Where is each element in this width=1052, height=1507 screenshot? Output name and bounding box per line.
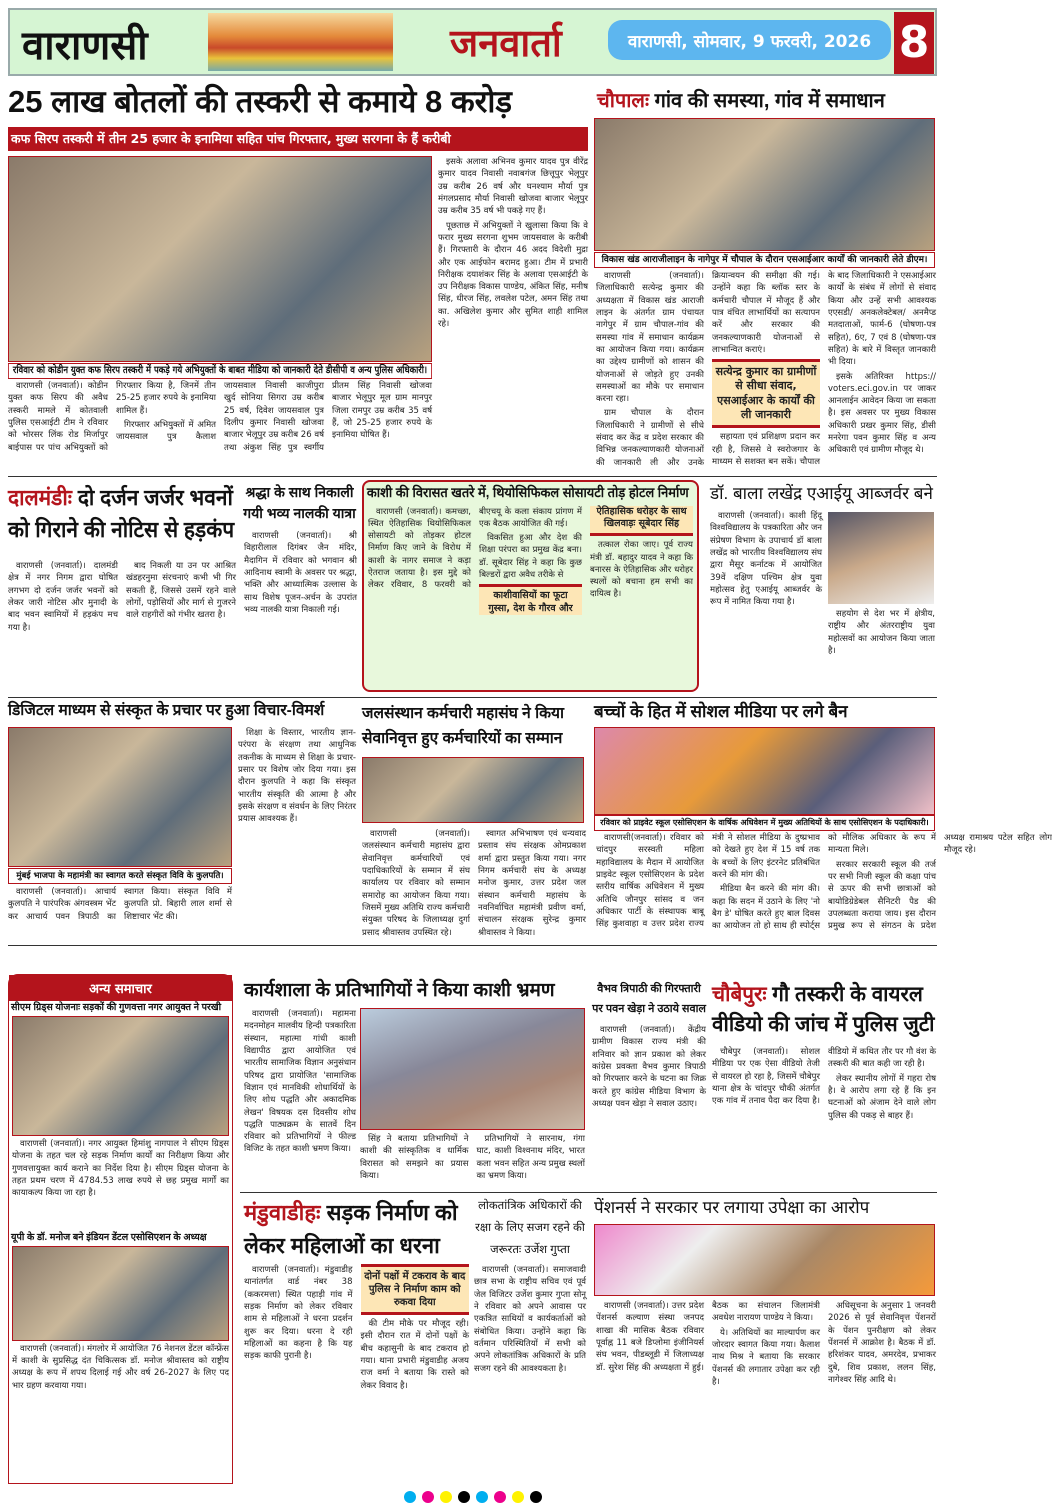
- anya-item2-body: वाराणसी (जनवार्ता)। मंगलोर में आयोजित 76 नेशनल डेंटल कॉन्फ्रेंस में काशी के सुप्रसिद्ध दंत चिकित्सक डॉ. मनोज श्रीवास्तव को राष्ट्रीय अध्यक्ष के रूप में शपथ दिलाई गई और वर्ष 26-2027 के लिए पद भार ग्रहण करवाया गया।: [12, 1343, 229, 1391]
- chaubepur-body: चौबेपुर (जनवार्ता)। सोशल मीडिया पर एक ऐसा वीडियो तेजी से वायरल हो रहा है, जिसमें चौबेपुर थाना क्षेत्र के चांदपुर चौकी अंतर्गत एक गांव में तनाव पैदा कर दिया है। वीडियो में कथित तौर पर गौ वंश के तस्करी की बात कही जा रही है। लेकर स्थानीय लोगों में गहरा रोष है। वे आरोप लगा रहे हैं कि इन घटनाओं को अंजाम देने वाले लोग पुलिस की पकड़ से बाहर हैं।: [712, 1047, 936, 1121]
- ghat-image: [208, 13, 393, 71]
- bala-body-2: सहयोग से देश भर में क्षेत्रीय, राष्ट्रीय और अंतरराष्ट्रीय युवा महोत्सवों का आयोजन किया जाता है।: [828, 609, 935, 656]
- lead-photo: [8, 156, 432, 362]
- print-registration-marks: [0, 1488, 945, 1507]
- chaupal-caption: विकास खंड आराजीलाइन के नागेपुर में चौपाल के दौरान एसआईआर कार्यों की जानकारी लेते डीएम।: [594, 252, 935, 268]
- digital-caption: मुंबई भाजपा के महामंत्री का स्वागत करते संस्कृत विवि के कुलपति।: [8, 868, 232, 884]
- chaubepur-headline: चौबेपुरः गौ तस्करी के वायरल वीडियो की जांच में पुलिस जुटी: [712, 983, 935, 1037]
- chaupal-photo: [594, 118, 935, 251]
- digital-headline: डिजिटल माध्यम से संस्कृत के प्रचार पर हुआ विचार-विमर्श: [8, 702, 325, 719]
- karyashala-body-2: सिंह ने बताया प्रतिभागियों ने काशी की सांस्कृतिक व धार्मिक विरासत को समझने का प्रयास किया। प्रतिभागियों ने सारनाथ, गंगा घाट, काशी विश्वनाथ मंदिर, भारत कला भवन सहित अन्य प्रमुख स्थलों का भ्रमण किया।: [360, 1134, 585, 1181]
- karyashala-photo: [360, 1008, 585, 1130]
- bala-headline: डॉ. बाला लखेंद्र एआईयू आब्जर्वर बने: [710, 484, 933, 503]
- chaupal-pull-quote: सत्येन्द्र कुमार का ग्रामीणों से सीधा संवाद, एसआईआर के कार्यों की ली जानकारी: [712, 359, 820, 428]
- dalmandi-body: वाराणसी (जनवार्ता)। दालमंडी क्षेत्र में नगर निगम द्वारा घोषित लगभग दो दर्जन जर्जर भवनों को लेकर जारी नोटिस और मुनादी के बाद भवन स्वामियों में हड़कंप मच गया है। बाद निकली या उन पर आश्रित खंडहरनुमा संरचनाएं कभी भी गिर सकती हैं, जिससे उसमें रहने वाले लोगों, पड़ोसियों और मार्ग से गुजरने वाले राहगीरों को गंभीर खतरा है।: [8, 561, 236, 633]
- karyashala-body-1: वाराणसी (जनवार्ता)। महामना मदनमोहन मालवीय हिन्दी पत्रकारिता संस्थान, महात्मा गांधी काशी विद्यापीठ द्वारा आयोजित एवं भारतीय सामाजिक विज्ञान अनुसंधान परिषद द्वारा प्रायोजित 'सामाजिक विज्ञान एवं मानविकी शोधार्थियों के लिए शोध पद्धति और अकादमिक लेखन' विषयक दस दिवसीय शोध पद्धति पाठ्यक्रम के सातवें दिन रविवार को प्रतिभागियों ने फील्ड विजिट के तहत काशी भ्रमण किया।: [244, 1009, 356, 1155]
- manduadih-pull-quote: दोनों पक्षों में टकराव के बाद पुलिस ने निर्माण काम को रुकवा दिया: [361, 1264, 470, 1315]
- page-number: 8: [894, 12, 934, 74]
- lead-body-side: इसके अलावा अभिनव कुमार यादव पुत्र वीरेंद्र कुमार यादव निवासी नवाबगंज छित्तूपुर भेलूपुर उम्र करीब 26 वर्ष और घनश्याम मौर्या पुत्र मंगलप्रसाद मौर्या निवासी खोजवा बाजार भेलूपुर उम्र करीब 35 वर्ष भी पकड़े गए हैं। पूछताछ में अभियुक्तों ने खुलासा किया कि वे फरार मुख्य सरगना शुभम जायसवाल के करीबी हैं। गिरफ्तारी के दौरान 46 अदद विदेशी मुद्रा और एक आईफोन बरामद हुआ। टीम में प्रभारी निरीक्षक दयाशंकर सिंह के अलावा एसआईटी के उप निरीक्षक विकास पाण्डेय, अंकित सिंह, मनीष सिंह, धीरज सिंह, लवलेश पटेल, अमन सिंह तथा का. अखिलेश कुमार और सुमित शाही शामिल रहे।: [438, 157, 588, 330]
- theosophical-headline: काशी की विरासत खतरे में, थियोसिफिकल सोसायटी तोड़ होटल निर्माण: [366, 485, 689, 500]
- social-body: वाराणसी(जनवार्ता)। रविवार को चांदपुर सरस्वती महिला महाविद्यालय के मैदान में आयोजित प्राइवेट स्कूल एसोसिएशन के प्रदेश स्तरीय वार्षिक अधिवेशन में मुख्य अतिथि जौनपुर सांसद व जन अधिकार पार्टी के संस्थापक बाबू सिंह कुशवाहा व उत्तर प्रदेश राज्य मंत्री ने सोशल मीडिया के दुष्प्रभाव को देखते हुए देश में 15 वर्ष तक के बच्चों के लिए इंटरनेट प्रतिबंधित करने की मांग की। मीडिया बैन करने की मांग की। कहा कि सदन में उठाने के लिए 'नो बैग डे' घोषित करते हुए बाल दिवस का आयोजन तो हो साथ ही स्पोर्ट्स को मौलिक अधिकार के रूप में मान्यता मिले। सरकार सरकारी स्कूल की तर्ज पर सभी निजी स्कूल की कक्षा पांच से ऊपर की सभी छात्राओं को बायोडिग्रेडेबल सैनिटरी पैड की उपलब्धता कराया जाय। इस दौरान प्रमुख रूप से संगठन के प्रदेश अध्यक्ष रामाश्रय पटेल सहित लोग मौजूद रहे।: [596, 833, 1052, 932]
- social-photo: [594, 727, 935, 815]
- jal-body: वाराणसी (जनवार्ता)। जलसंस्थान कर्मचारी महासंघ द्वारा सेवानिवृत्त कर्मचारियों एवं पदाधिकारियों के सम्मान में संघ कार्यालय पर रविवार को सम्मान समारोह का आयोजन किया गया। जिसमें मुख्य अतिथि राज्य कर्मचारी संयुक्त परिषद के जिलाध्यक्ष दुर्गा प्रसाद श्रीवास्तव उपस्थित रहे। स्वागत अभिभाषण एवं धन्यवाद प्रस्ताव संघ संरक्षक ओमप्रकाश शर्मा द्वारा प्रस्तुत किया गया। नगर निगम कर्मचारी संघ के अध्यक्ष मनोज कुमार, उत्तर प्रदेश जल संस्थान कर्मचारी महासंघ के नवनिर्वाचित महामंत्री प्रवीण वर्मा, संचालन संरक्षक सुरेन्द्र कुमार श्रीवास्तव ने किया।: [362, 829, 586, 938]
- theosophical-body: वाराणसी (जनवार्ता)। कमच्छा, स्थित ऐतिहासिक थियोसिफिकल सोसायटी को तोड़कर होटल निर्माण किए जाने के विरोध में काशी के नागर समाज ने कड़ा ऐतराज जताया है। इस मुद्दे को लेकर रविवार, 8 फरवरी को बीएचयू के कला संकाय प्रांगण में एक बैठक आयोजित की गई। विकसित हुआ और देश की शिक्षा परंपरा का प्रमुख केंद्र बना। डॉ. सूबेदार सिंह ने कहा कि कुछ बिल्डरों द्वारा अवैध तरीके से काशीवासियों का फूटा गुस्सा, देश के गौरव और ऐतिहासिक धरोहर के साथ खिलवाड़ः सूबेदार सिंह तत्काल रोका जाए। पूर्व राज्य मंत्री डॉ. बहादुर यादव ने कहा कि बनारस के ऐतिहासिक और धरोहर स्थलों को बचाना हम सभी का दायित्व है।: [368, 505, 693, 614]
- anya-item1-body: वाराणसी (जनवार्ता)। नगर आयुक्त हिमांशु नागपाल ने सीएम ग्रिड्स योजना के तहत चल रहे सड़क निर्माण कार्यों का निरीक्षण किया और गुणवत्तायुक्त कार्य कराने का निर्देश दिया है। सीएम ग्रिड्स योजना के तहत प्रथम चरण में 4784.53 लाख रुपये से छह प्रमुख मार्गों का कायाकल्प किया जा रहा है।: [12, 1138, 229, 1199]
- jal-photo: [362, 757, 584, 823]
- anya-item2-headline: यूपी के डॉ. मनोज बने इंडियन डेंटल एसोसिएशन के अध्यक्ष: [11, 1231, 207, 1243]
- theosophical-pull-quote: काशीवासियों का फूटा गुस्सा, देश के गौरव और ऐतिहासिक धरोहर के साथ खिलवाड़ः सूबेदार सिंह: [479, 506, 693, 616]
- anya-item1-headline: सीएम ग्रिड्स योजनाः सड़कों की गुणवत्ता नगर आयुक्त ने परखी: [11, 1002, 222, 1013]
- theosophical-box: [362, 480, 699, 692]
- lead-caption: रविवार को कोडीन युक्त कफ सिरप तस्करी में पकड़े गये अभियुक्तों के बाबत मीडिया को जानकारी देते डीसीपी व अन्य पुलिस अधिकारी।: [8, 363, 432, 379]
- vaibhav-body: वाराणसी (जनवार्ता)। केंद्रीय ग्रामीण विकास राज्य मंत्री की शनिवार को ज्ञान प्रकाश को लेकर कांग्रेस प्रवक्ता वैभव कुमार त्रिपाठी को गिरफ्तार करने के घटना का जिक्र करते हुए कांग्रेस मीडिया विभाग के अध्यक्ष पवन खेड़ा ने सवाल उठाए।: [592, 1025, 706, 1109]
- anya-item1-photo: [12, 1016, 229, 1136]
- chaupal-body: वाराणसी (जनवार्ता)। जिलाधिकारी सत्येन्द्र कुमार की अध्यक्षता में विकास खंड आराजी लाइन के अंतर्गत ग्राम पंचायत नागेपुर में ग्राम चौपाल-गांव की समस्या गांव में समाधान कार्यक्रम का आयोजन किया गया। कार्यक्रम का उद्देश्य ग्रामीणों को शासन की योजनाओं से जोड़ते हुए उनकी समस्याओं का मौके पर समाधान करना रहा। ग्राम चौपाल के दौरान जिलाधिकारी ने ग्रामीणों से सीधे संवाद कर केंद्र व प्रदेश सरकार की विभिन्न जनकल्याणकारी योजनाओं की जानकारी ली और उनके क्रियान्वयन की समीक्षा की गई। उन्होंने कहा कि ब्लॉक स्तर के कर्मचारी चौपाल में मौजूद हैं और पात्र वंचित लाभार्थियों का सत्यापन करें और सरकार की जनकल्याणकारी योजनाओं से लाभान्वित कराएं। सत्येन्द्र कुमार का ग्रामीणों से सीधा संवाद, एसआईआर के कार्यों की ली जानकारी सहायता एवं प्रशिक्षण प्रदान कर रही है, जिससे वे स्वरोजगार के माध्यम से सशक्त बन सकें। चौपाल के बाद जिलाधिकारी ने एसआईआर कार्यों के संबंध में लोगों से संवाद किया और उन्हें सभी आवश्यक एएसडी/ अनकलेक्टेबल/ अनमैप्ड मतदाताओं, फार्म-6 (घोषणा-पत्र सहित), 6ए, 7 एवं 8 (घोषणा-पत्र सहित) के बारे में विस्तृत जानकारी भी दिया। इसके अतिरिक्त https:// voters.eci.gov.in पर जाकर आनलाईन आवेदन किया जा सकता है। इस अवसर पर मुख्य विकास अधिकारी प्रखर कुमार सिंह, डीसी मनरेगा पवन कुमार सिंह व अन्य अधिकारी एवं ग्रामीण मौजूद थे।: [596, 271, 936, 468]
- social-caption: रविवार को प्राइवेट स्कूल एसोसिएशन के वार्षिक अधिवेशन में मुख्य अतिथियों के साथ एसोसिएशन के पदाधिकारी।: [594, 815, 935, 831]
- chaupal-headline: चौपालः गांव की समस्या, गांव में समाधान: [597, 90, 885, 112]
- manduadih-body: वाराणसी (जनवार्ता)। मंडुवाडीह थानांतर्गत वार्ड नंबर 38 (ककरमत्ता) स्थित पहाड़ी गांव में सड़क निर्माण को लेकर रविवार शाम से महिलाओं ने धरना प्रदर्शन शुरू कर दिया। धरना दे रही महिलाओं का कहना है कि यह सड़क काफी पुरानी है। दोनों पक्षों में टकराव के बाद पुलिस ने निर्माण काम को रुकवा दिया की टीम मौके पर मौजूद रही। इसी दौरान रात में दोनों पक्षों के बीच कहासुनी के बाद टकराव हो गया। थाना प्रभारी मंडुवाडीह अजय राज वर्मा ने बताया कि रास्ते को लेकर विवाद है।: [244, 1265, 469, 1391]
- digital-body-2: वाराणसी (जनवार्ता)। आचार्य कुलपति ने पारंपरिक अंगवस्त्रम भेंट कर आचार्य पवन त्रिपाठी का स्वागत किया। संस्कृत विवि में कुलपति प्रो. बिहारी लाल शर्मा से शिष्टाचार भेंट की।: [8, 887, 232, 922]
- bala-portrait: [828, 512, 934, 604]
- anya-item2-photo: [12, 1246, 229, 1341]
- newspaper-logo: जनवार्ता: [450, 21, 562, 65]
- lead-body-main: वाराणसी (जनवार्ता)। कोडीन युक्त कफ सिरप की अवैध तस्करी मामले में कोतवाली पुलिस एसआईटी टीम ने रविवार को भोरसर लिंक रोड मिर्जापुर बाईपास पर पांच अभियुक्तों को गिरफ्तार किया है, जिनमें तीन 25-25 हजार रुपये के इनामिया शामिल हैं। गिरफ्तार अभियुक्तों में अमित जायसवाल पुत्र कैलाश जायसवाल निवासी काजीपुरा खुर्द सोनिया सिगरा उम्र करीब 25 वर्ष, दिवेश जायसवाल पुत्र दिलीप कुमार निवासी खोजवा बाजार भेलूपुर उम्र करीब 26 वर्ष तथा अंकुश सिंह पुत्र स्वर्गीय प्रीतम सिंह निवासी खोजवा बाजार भेलूपुर मूल ग्राम मानपुर जिला रामपुर उम्र करीब 35 वर्ष हैं, जो 25-25 हजार रुपये के इनामिया घोषित हैं।: [8, 381, 432, 453]
- pensioners-headline: पेंशनर्स ने सरकार पर लगाया उपेक्षा का आरोप: [594, 1198, 870, 1217]
- manduadih-headline: मंडुवाडीहः सड़क निर्माण को लेकर महिलाओं का धरना: [244, 1200, 458, 1258]
- digital-photo: [8, 727, 232, 867]
- loktantrik-body: वाराणसी (जनवार्ता)। समाजवादी छात्र सभा के राष्ट्रीय सचिव एवं पूर्व जेल विजिटर उर्जेश कुमार गुप्ता सोनू ने रविवार को अपने आवास पर एकत्रित साथियों व कार्यकर्ताओं को संबोधित किया। उन्होंने कहा कि वर्तमान परिस्थितियों में सभी को अपने लोकतांत्रिक अधिकारों के प्रति सजग रहने की आवश्यकता है।: [474, 1265, 586, 1374]
- anya-samachar-box: [8, 974, 233, 1484]
- lead-headline: 25 लाख बोतलों की तस्करी से कमाये 8 करोड़: [8, 84, 512, 119]
- digital-body-1: शिक्षा के विस्तार, भारतीय ज्ञान-परंपरा के संरक्षण तथा आधुनिक तकनीक के माध्यम से शिक्षा के प्रचार-प्रसार पर विशेष जोर दिया गया। इस दौरान कुलपति ने कहा कि संस्कृत भारतीय संस्कृति की आत्मा है और इसके संरक्षण व संवर्धन के लिए निरंतर प्रयास आवश्यक हैं।: [238, 728, 356, 825]
- shraddha-headline: श्रद्धा के साथ निकाली गयी भव्य नालकी यात्रा: [243, 484, 356, 521]
- masthead: [8, 8, 937, 76]
- social-headline: बच्चों के हित में सोशल मीडिया पर लगे बैन: [594, 702, 848, 721]
- anya-title: अन्य समाचार: [9, 975, 232, 1001]
- shraddha-body: वाराणसी (जनवार्ता)। श्री विहारीलाल दिगंबर जैन मंदिर, मैदागिन में रविवार को भगवान श्री आदिनाथ स्वामी के अवसर पर श्रद्धा, भक्ति और आध्यात्मिक उल्लास के साथ विशेष पूजन-अर्चन के उपरांत भव्य नालकी यात्रा निकाली गई।: [244, 531, 357, 615]
- jal-headline: जलसंस्थान कर्मचारी महासंघ ने किया सेवानिवृत्त हुए कर्मचारियों का सम्मान: [362, 705, 565, 747]
- lead-subhead: कफ सिरप तस्करी में तीन 25 हजार के इनामिया सहित पांच गिरफ्तार, मुख्य सरगना के हैं करीबी: [8, 127, 588, 151]
- vaibhav-headline: वैभव त्रिपाठी की गिरफ्तारी पर पवन खेड़ा ने उठाये सवाल: [592, 983, 706, 1015]
- date-line: वाराणसी, सोमवार, 9 फरवरी, 2026: [608, 20, 891, 60]
- bala-body-1: वाराणसी (जनवार्ता)। काशी हिंदू विश्वविद्यालय के पत्रकारिता और जन संप्रेषण विभाग के उपाचार्य डॉ बाला लखेंद्र को भारतीय विश्वविद्यालय संघ द्वारा मैसूर कर्नाटक में आयोजित 39वें दक्षिण पश्चिम क्षेत्र युवा महोत्सव हेतु एआईयू आब्जर्वर के रूप में नामित किया गया है।: [710, 511, 822, 608]
- city-title: वाराणसी: [22, 23, 148, 69]
- pensioners-photo: [594, 1224, 935, 1296]
- loktantrik-headline: लोकतांत्रिक अधिकारों की रक्षा के लिए सजग रहने की जरूरतः उर्जेश गुप्ता: [475, 1200, 585, 1256]
- karyashala-headline: कार्यशाला के प्रतिभागियों ने किया काशी भ्रमण: [244, 980, 555, 1001]
- dalmandi-headline: दालमंडीः दो दर्जन जर्जर भवनों को गिराने की नोटिस से हड़कंप: [8, 485, 235, 542]
- pensioners-body: वाराणसी (जनवार्ता)। उत्तर प्रदेश पेंशनर्स कल्याण संस्था जनपद शाखा की मासिक बैठक रविवार पूर्वाह्न 11 बजे डिप्लोमा इंजीनियर्स संघ भवन, पीडब्लूडी में जिलाध्यक्ष डॉ. सुरेश सिंह की अध्यक्षता में हुई। बैठक का संचालन जिलामंत्री अवधेश नारायण पाण्डेय ने किया। ये। अतिथियों का माल्यार्पण कर जोरदार स्वागत किया गया। कैलाश नाथ मिश्र ने बताया कि सरकार पेंशनर्स की लगातार उपेक्षा कर रही है। अधिसूचना के अनुसार 1 जनवरी 2026 से पूर्व सेवानिवृत्त पेंशनरों के पेंशन पुनरीक्षण को लेकर पेंशनर्स में आक्रोश है। बैठक में डॉ. हरिशंकर यादव, अमरदेव, प्रभाकर दुबे, शिव प्रकाश, ललन सिंह, नागेश्वर सिंह आदि थे।: [596, 1301, 936, 1387]
